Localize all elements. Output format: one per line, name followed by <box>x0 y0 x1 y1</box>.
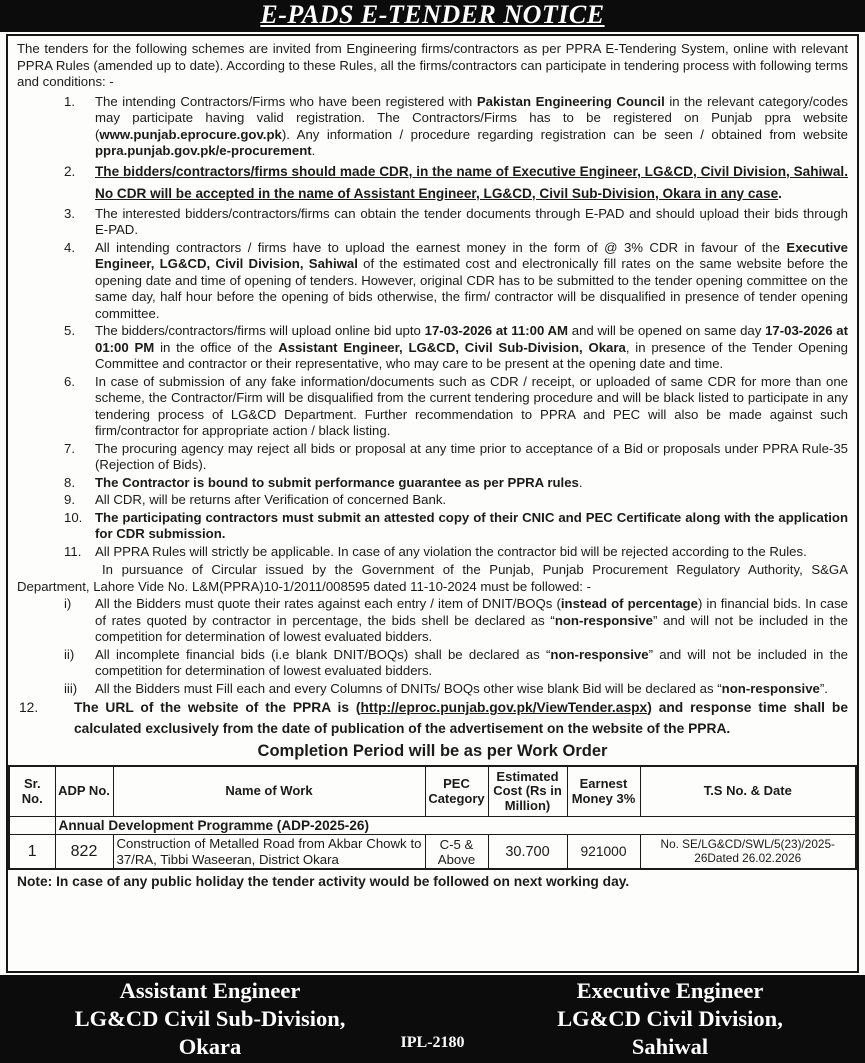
term-item <box>17 161 848 205</box>
term-item <box>17 240 848 323</box>
term-number: 8. <box>64 474 75 490</box>
title-bar <box>0 0 865 32</box>
assistant-engineer-signature <box>45 977 375 1061</box>
term-item <box>17 206 848 239</box>
term-item <box>17 441 848 474</box>
signature-line: Sahiwal <box>631 1034 709 1059</box>
completion-period-heading: Completion Period will be as per Work Order <box>257 742 608 760</box>
term-text: All PPRA Rules will strictly be applicable. In case of any violation the contractor bid will be rejected according to the Rules. <box>95 543 807 559</box>
table-header-cell: Estimated Cost (Rs in Million) <box>488 766 567 817</box>
work-row <box>9 835 856 870</box>
subterm-number: i) <box>64 596 72 611</box>
term-text: The bidders/contractors/firms will upload online bid upto 17-03-2026 at 11:00 AM and will be opened on same day 17-03-2026 at 01:00 PM in the office of the Assistant Engineer, LG&CD, Civil Sub-Division, Okara, in presence of the Tender Opening Committee and contractor or their representative, who may care to be present at the opening date and time. <box>95 323 848 371</box>
signature-line: LG&CD Civil Division, <box>557 1006 783 1031</box>
work-name-cell: Construction of Metalled Road from Akbar Chowk to 37/RA, Tibbi Waseeran, District Okara <box>113 835 425 870</box>
footer <box>0 975 865 1063</box>
term-item-12 <box>17 698 848 739</box>
notice-body <box>6 34 859 973</box>
term-item <box>17 510 848 543</box>
subterm-number: iii) <box>64 680 78 696</box>
term-item <box>17 475 848 492</box>
signature-line: LG&CD Civil Sub-Division, <box>74 1006 346 1031</box>
adp-group-label: Annual Development Programme (ADP-2025-26) <box>55 817 856 835</box>
ts-date: Dated 26.02.2026 <box>707 850 802 865</box>
term-text: The interested bidders/contractors/firms can obtain the tender documents through E-PAD and should upload their bids through E-PAD. <box>95 205 848 237</box>
table-header-cell: Sr. No. <box>9 766 55 817</box>
subterm-number: ii) <box>64 646 75 662</box>
term-number: 11. <box>64 543 82 559</box>
ts-number: No. SE/LG&CD/SWL/5(23)/2025-26 <box>660 837 835 865</box>
signature-line: Assistant Engineer <box>119 978 301 1003</box>
term-text: In case of submission of any fake information/documents such as CDR / receipt, or uploaded of same CDR for more than one scheme, the Contractor/Firm will be disqualified from the current tendering procedure and will be black listed to participate in any tendering process of LG&CD Department. Further recommendation to PPRA and PEC will also be made against such firm/contractor for appropriate action / black listing. <box>95 373 848 438</box>
subterm-text: All the Bidders must quote their rates against each entry / item of DNIT/BOQs (instead of percentage) in financial bids. In case of rates quoted by contractor in percentage, the bids shell be declared as “non-responsive” and will not be included in the competition for determination of lowest evaluated bidders. <box>95 596 849 644</box>
term-text: The Contractor is bound to submit performance guarantee as per PPRA rules. <box>95 474 583 490</box>
terms-list <box>17 94 848 561</box>
term-number: 10. <box>64 509 83 525</box>
subterm-item <box>17 681 848 698</box>
table-header-cell: PEC Category <box>425 766 488 817</box>
term-number: 7. <box>64 440 75 456</box>
term-text: The intending Contractors/Firms who have been registered with Pakistan Engineering Council in the relevant category/codes may participate having valid registration. The Contractors/Firms has to be registered on Punjab ppra website (www.punjab.eprocure.gov.pk). Any information / procedure regarding registration can be seen / obtained from website ppra.punjab.gov.pk/e-procurement. <box>95 93 848 158</box>
adp-group-row <box>9 817 856 835</box>
sr-cell: 1 <box>9 835 55 870</box>
adp-cell: 822 <box>55 835 113 870</box>
pec-category-cell: C-5 & Above <box>425 835 488 870</box>
table-header-cell: Name of Work <box>113 766 425 817</box>
table-header-cell: ADP No. <box>55 766 113 817</box>
term-item <box>17 544 848 561</box>
subterm-text: All incomplete financial bids (i.e blank DNIT/BOQs) shall be declared as “non-responsive” and will not be included in the competition for determination of lowest evaluated bidders. <box>95 646 848 678</box>
pursuance-paragraph: In pursuance of Circular issued by the Government of the Punjab, Punjab Procurement Regulatory Authority, S&GA Department, Lahore Vide No. L&M(PPRA)10-1/2011/008595 dated 11-10-2024 must be followed: - <box>17 562 848 594</box>
estimated-cost-cell: 30.700 <box>488 835 567 870</box>
term-item <box>17 492 848 509</box>
table-header-cell: T.S No. & Date <box>640 766 856 817</box>
term-text: The participating contractors must submit an attested copy of their CNIC and PEC Certificate along with the application for CDR submission. <box>95 509 848 541</box>
term-number: 5. <box>64 323 75 338</box>
term-number: 9. <box>64 492 75 507</box>
note-text: Note: In case of any public holiday the tender activity would be followed on next working day. <box>17 874 630 890</box>
earnest-money-cell: 921000 <box>567 835 640 870</box>
ipl-number: IPL-2180 <box>400 1034 465 1051</box>
term-number: 12. <box>19 700 39 715</box>
ts-no-date-cell <box>640 835 856 870</box>
group-empty-cell <box>9 817 55 835</box>
term-number: 6. <box>64 373 75 389</box>
term-number: 1. <box>64 93 75 109</box>
term-text: The bidders/contractors/firms should made CDR, in the name of Executive Engineer, LG&CD, Civil Division, Sahiwal. No CDR will be accepted in the name of Assistant Engineer, LG&CD, Civil Sub-Division, Okara in any case. <box>95 163 848 201</box>
term-item <box>17 323 848 373</box>
notice-title: E-PADS E-TENDER NOTICE <box>260 0 605 29</box>
term-text: The URL of the website of the PPRA is (http://eproc.punjab.gov.pk/ViewTender.aspx) and response time shall be calculated exclusively from the date of publication of the advertisement on the website of the PPRA. <box>74 700 848 736</box>
signature-line: Okara <box>178 1034 242 1059</box>
subterm-item <box>17 647 848 680</box>
tender-table <box>8 765 857 871</box>
term-number: 4. <box>64 239 75 255</box>
term-number: 2. <box>64 163 76 179</box>
subterm-item <box>17 596 848 646</box>
subterm-text: All the Bidders must Fill each and every Columns of DNITs/ BOQs other wise blank Bid will be declared as “non-responsive”. <box>95 680 828 696</box>
signature-line: Executive Engineer <box>576 978 764 1003</box>
term-item <box>17 374 848 440</box>
term-item <box>17 94 848 160</box>
term-text: The procuring agency may reject all bids or proposal at any time prior to acceptance of a Bid or proposals under PPRA Rule-35 (Rejection of Bids). <box>95 440 848 472</box>
intro-paragraph: The tenders for the following schemes are invited from Engineering firms/contractors as per PPRA E-Tendering System, online with relevant PPRA Rules (amended up to date). According to these Rules, all the firms/contractors can participate in tendering process with following terms and conditions: - <box>17 41 848 89</box>
term-text: All CDR, will be returns after Verification of concerned Bank. <box>95 492 447 507</box>
table-header-cell: Earnest Money 3% <box>567 766 640 817</box>
term-number: 3. <box>64 205 75 221</box>
executive-engineer-signature <box>505 977 835 1061</box>
term-text: All intending contractors / firms have to upload the earnest money in the form of @ 3% CDR in favour of the Executive Engineer, LG&CD, Civil Division, Sahiwal of the estimated cost and electronically fill rates on the same website before the opening date and time of opening of tenders. However, original CDR has to be submitted to the tender opening committee on the same day, half hour before the opening of bids otherwise, the firm/ contractor will be disqualified in presence of tender opening committee. <box>95 239 848 321</box>
subterms-list <box>17 596 848 697</box>
table-header-row <box>9 766 856 817</box>
